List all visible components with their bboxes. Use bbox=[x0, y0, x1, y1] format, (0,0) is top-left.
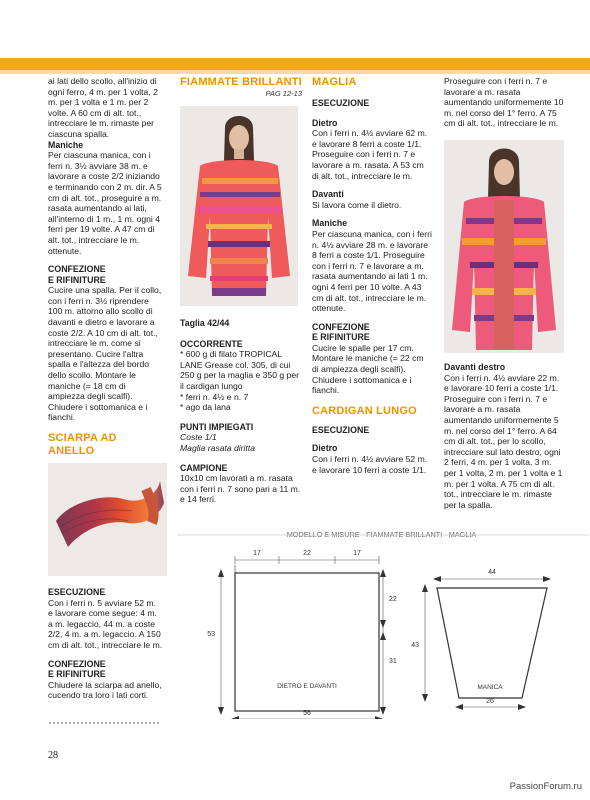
confezione-text: Cucire una spalla. Per il collo, con i ferri n. 3½ riprendere 100 m. attorno allo scollo di davanti e dietro e lavorare a coste 2/2. A 10 cm di alt. tot., intrecciare le m. come si presentano. Cucire l'altra spalla e l'altezza del bordo dello scollo. Montare le maniche (= 18 cm di ampiezza degli scalfi). Chiudere i sottomanica e i fianchi. bbox=[48, 285, 162, 423]
punti-item-2: Maglia rasata diritta bbox=[180, 442, 255, 453]
occorrente-item-3: * ago da lana bbox=[180, 402, 231, 413]
column-2-text bbox=[180, 318, 302, 505]
cardigan-dietro-heading: Dietro bbox=[312, 443, 338, 454]
pattern-diagram bbox=[177, 523, 589, 719]
davanti-destro-heading: Davanti destro bbox=[444, 362, 506, 372]
column-4 bbox=[444, 76, 566, 129]
confezione-heading: CONFEZIONE bbox=[48, 264, 106, 275]
cardigan-esecuzione-heading: ESECUZIONE bbox=[312, 424, 370, 435]
maniche-text: Per ciascuna manica, con i ferri n. 3½ avviare 38 m. e lavorare a coste 2/2 iniziando e terminando con 2 m. dir. A 5 cm di alt. tot., proseguire a m. rasata aumentando ai lati, all'interno di 1 m., 1 m. ogni 4 ferri per 19 volte. A 47 cm di alt. tot., intrecciare le m. ottenute. bbox=[48, 150, 162, 256]
dim-right-1: 22 bbox=[389, 596, 397, 603]
punti-heading: PUNTI IMPIEGATI bbox=[180, 421, 254, 432]
sleeve-dim-left: 43 bbox=[411, 642, 419, 649]
rifiniture-heading: E RIFINITURE bbox=[48, 274, 106, 285]
taglia-label: Taglia 42/44 bbox=[180, 318, 230, 328]
back-neck-text: ai lati dello scollo, all'inizio di ogni ferro, 4 m. per 1 volta, 2 m. per 1 volta e 1 m. per 2 volte. A 60 cm di alt. tot., intrecciare le m. rimaste per ciascuna spalla. bbox=[48, 76, 158, 139]
davanti-heading: Davanti bbox=[312, 189, 344, 200]
header-bar-light bbox=[0, 70, 590, 74]
sciarpa-esecuzione-text: Con i ferri n. 5 avviare 52 m. e lavorare come segue: 4 m. a m. legaccio, 44 m. a coste 2/2, 4 m. a m. legaccio. A 150 cm di alt. tot., intrecciare le m. bbox=[48, 597, 163, 650]
sleeve-dim-bottom: 26 bbox=[486, 698, 494, 705]
watermark: PassionForum.ru bbox=[509, 781, 582, 792]
header-bar bbox=[0, 58, 590, 70]
sleeve-piece-label: MANICA bbox=[477, 684, 503, 691]
confezione-heading-2: CONFEZIONE bbox=[48, 658, 106, 669]
sciarpa-confezione-text: Chiudere la sciarpa ad anello, cucendo tra loro i lati corti. bbox=[48, 679, 162, 701]
dim-top-3: 17 bbox=[353, 550, 361, 557]
page-reference: PAG 12-13 bbox=[265, 89, 302, 98]
maniche-heading: Maniche bbox=[48, 139, 84, 150]
dotted-divider bbox=[48, 722, 160, 724]
campione-text: 10x10 cm lavorati a m. rasata con i ferri n. 7 sono pari a 11 m. e 14 ferri. bbox=[180, 473, 301, 505]
campione-heading: CAMPIONE bbox=[180, 462, 228, 473]
cardigan-model-image bbox=[444, 140, 564, 353]
column-4-text bbox=[444, 362, 566, 510]
maglia-esecuzione-heading: ESECUZIONE bbox=[312, 98, 370, 108]
sleeve-dim-top: 44 bbox=[488, 569, 496, 576]
maglia-maniche-heading: Maniche bbox=[312, 218, 348, 229]
punti-item-1: Coste 1/1 bbox=[180, 432, 217, 443]
dim-right-2: 31 bbox=[389, 658, 397, 665]
occorrente-heading: OCCORRENTE bbox=[180, 338, 243, 349]
cardigan-dietro-text: Con i ferri n. 4½ avviare 52 m. e lavorare 10 ferri a coste 1/1. bbox=[312, 454, 428, 475]
maglia-confezione-heading: CONFEZIONE bbox=[312, 321, 370, 332]
sweater-model-image bbox=[180, 106, 298, 306]
esecuzione-heading: ESECUZIONE bbox=[48, 587, 106, 597]
maglia-rifiniture-heading: E RIFINITURE bbox=[312, 332, 370, 343]
dim-top-1: 17 bbox=[253, 550, 261, 557]
column-2 bbox=[180, 76, 302, 100]
body-piece-label: DIETRO E DAVANTI bbox=[277, 683, 337, 690]
dim-left: 53 bbox=[207, 631, 215, 638]
maglia-maniche-text: Per ciascuna manica, con i ferri n. 4½ avviare 28 m. e lavorare 8 ferri a coste 1/1. Proseguire con i ferri n. 7 e lavorare a m. rasata aumentando ai lati 1 m. ogni 4 ferri per 10 volte. A 43 cm di alt. tot., intrecciare le m. ottenute. bbox=[312, 228, 432, 314]
maglia-title: MAGLIA bbox=[312, 76, 357, 88]
scarf-photo bbox=[48, 463, 167, 576]
dietro-text: Con i ferri n. 4½ avviare 62 m. e lavorare 8 ferri a coste 1/1. Proseguire con i ferri n. 7 e lavorare a m. rasata. A 53 cm di alt. tot., intrecciare le m. bbox=[312, 128, 428, 181]
dim-top-2: 22 bbox=[303, 550, 311, 557]
davanti-destro-text: Con i ferri n. 4½ avviare 22 m. e lavorare 10 ferri a coste 1/1. Proseguire con i ferri n. 7 e lavorare a m. rasata aumentando uniformemente 5 m. nel corso del 1° ferro. A 64 cm di alt. tot., per lo scollo, intrecciare sul lato destro, ogni 2 ferri, 4 m. per 1 volta, 3 m. per 1 volta, 2 m. per 1 volta e 1 m. per 1 volta. A 75 cm di alt. tot., intrecciare le m. rimaste per la spalla. bbox=[444, 372, 563, 510]
scarf-image bbox=[48, 463, 167, 576]
cardigan-dietro-cont: Proseguire con i ferri n. 7 e lavorare a m. rasata aumentando uniformemente 10 m. nel corso del 1° ferro. A 75 cm di alt. tot., intrecciare le m. bbox=[444, 76, 564, 129]
dim-bottom: 56 bbox=[303, 710, 311, 717]
column-3 bbox=[312, 76, 432, 475]
occorrente-item-1: * 600 g di filato TROPICAL LANE Grease col. 305, di cui 250 g per la maglia e 350 g per il cardigan lungo bbox=[180, 349, 299, 391]
davanti-text: Si lavora come il dietro. bbox=[312, 199, 402, 210]
fiammate-title: FIAMMATE BRILLANTI bbox=[180, 76, 302, 88]
sciarpa-title: SCIARPA AD ANELLO bbox=[48, 432, 117, 457]
maglia-confezione-text: Cucire le spalle per 17 cm. Montare le maniche (= 22 cm di ampiezza degli scalfi). Chiudere i sottomanica e i fianchi. bbox=[312, 342, 424, 396]
occorrente-item-2: * ferri n. 4½ e n. 7 bbox=[180, 391, 249, 402]
cardigan-photo bbox=[444, 140, 564, 353]
cardigan-title: CARDIGAN LUNGO bbox=[312, 404, 417, 417]
page-number: 28 bbox=[48, 750, 58, 761]
column-1 bbox=[48, 76, 163, 458]
diagram-title: MODELLO E MISURE · FIAMMATE BRILLANTI · MAGLIA bbox=[286, 530, 477, 539]
sweater-photo bbox=[180, 106, 298, 306]
rifiniture-heading-2: E RIFINITURE bbox=[48, 669, 106, 680]
column-1-bottom bbox=[48, 587, 163, 701]
dietro-heading: Dietro bbox=[312, 117, 338, 128]
